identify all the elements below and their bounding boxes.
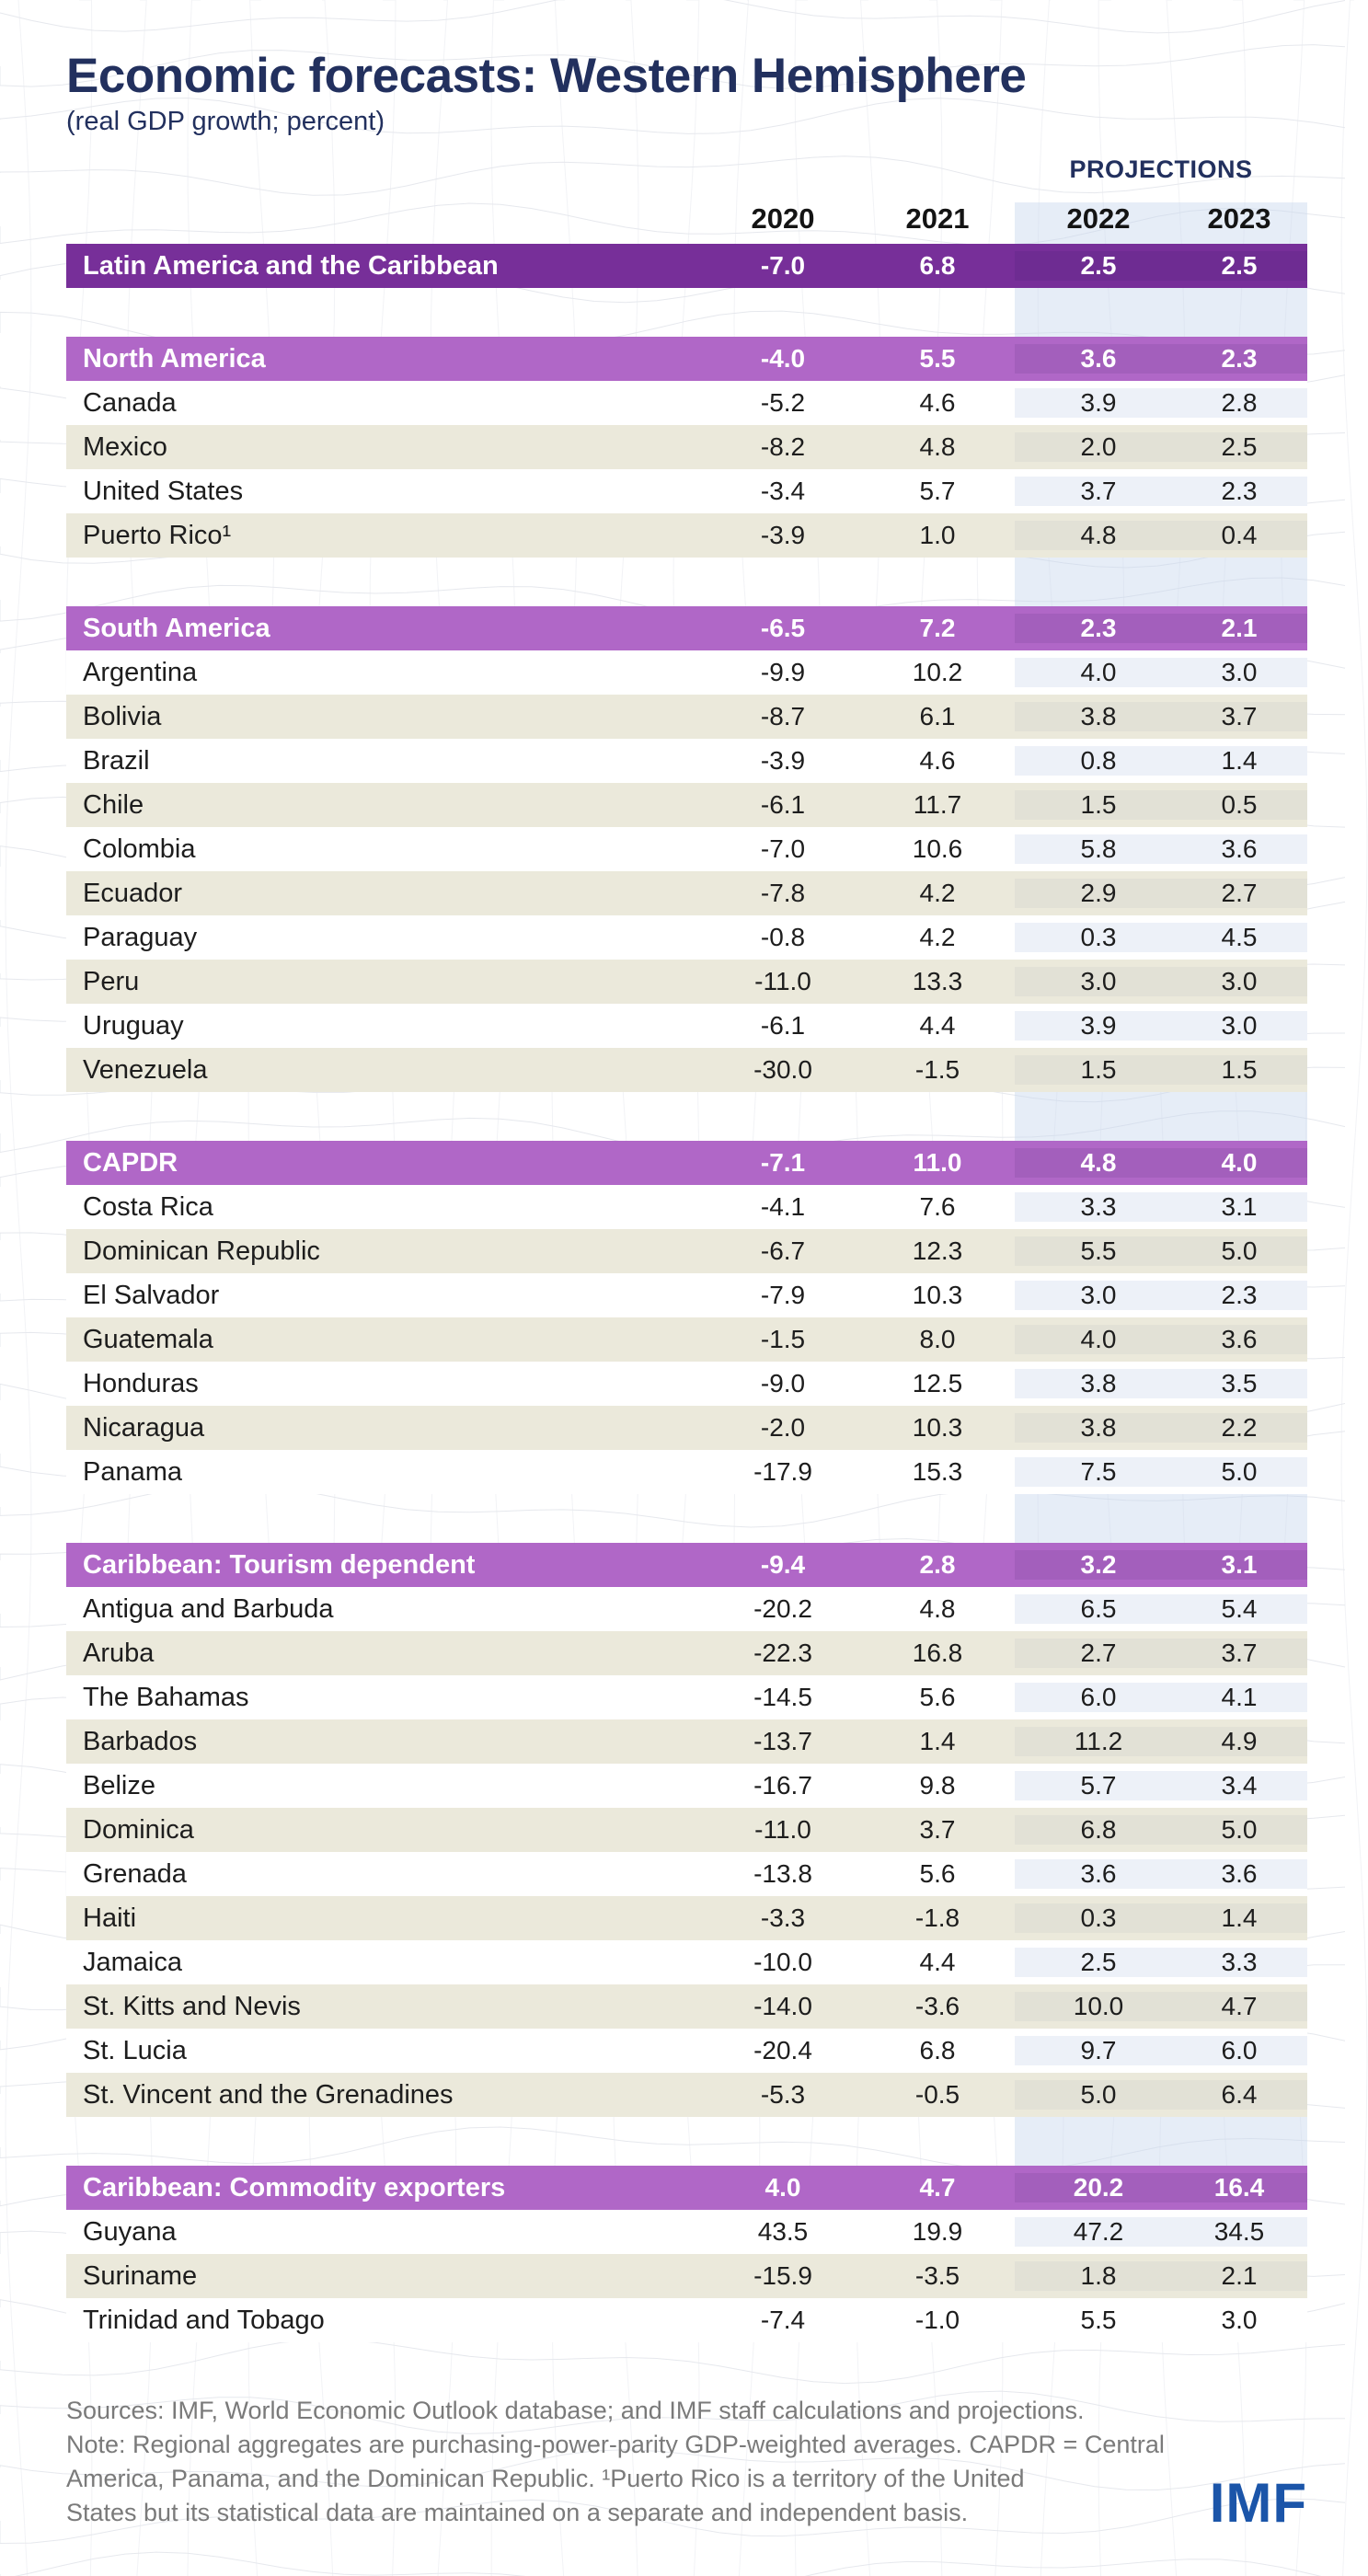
value-cell: 16.4 [1162, 2173, 1307, 2202]
value-cell: 19.9 [912, 2217, 963, 2246]
value-cell: 12.5 [912, 1369, 963, 1397]
imf-logo: IMF [1209, 2472, 1307, 2534]
value-cell: 12.3 [912, 1236, 963, 1265]
value-cell: 4.0 [1015, 658, 1162, 687]
projections-label: PROJECTIONS [1069, 155, 1253, 183]
column-header-2020: 2020 [751, 202, 815, 235]
value-cell: -3.5 [914, 2261, 960, 2290]
value-cell: -6.7 [760, 1236, 806, 1265]
value-cell: -3.9 [760, 521, 806, 549]
value-cell: 4.2 [919, 923, 956, 951]
value-cell: 3.0 [1162, 658, 1307, 687]
value-cell: -5.3 [760, 2080, 806, 2109]
value-cell: 3.7 [1162, 702, 1307, 731]
country-row [66, 469, 1307, 513]
value-cell: 2.5 [1015, 251, 1162, 281]
value-cell: 9.7 [1015, 2036, 1162, 2065]
value-cell: -7.0 [760, 251, 806, 280]
section-gap [66, 2117, 1307, 2166]
value-cell: 5.5 [1080, 2306, 1117, 2334]
country-row [66, 425, 1307, 469]
row-label: St. Lucia [83, 2035, 187, 2065]
value-cell: 8.0 [919, 1325, 956, 1353]
projection-band-segment [1015, 2117, 1307, 2166]
country-row [66, 1940, 1307, 1984]
row-label: St. Vincent and the Grenadines [83, 2079, 454, 2110]
row-label: Venezuela [83, 1054, 208, 1085]
value-cell: 1.4 [919, 1727, 956, 1755]
value-cell: 10.2 [912, 658, 963, 686]
value-cell: 3.8 [1015, 1369, 1162, 1398]
value-cell: -11.0 [754, 967, 811, 995]
row-label: Honduras [83, 1368, 199, 1398]
value-cell: -3.9 [760, 746, 806, 775]
country-row [66, 1587, 1307, 1631]
value-cell: 2.5 [1015, 1948, 1162, 1977]
value-cell: 10.6 [912, 834, 963, 863]
projections-row [66, 152, 1307, 183]
value-cell: -3.3 [760, 1903, 806, 1932]
footer-note-line: Note: Regional aggregates are purchasing-power-parity GDP-weighted averages. CAPDR = Central [66, 2431, 1165, 2458]
country-row [66, 1229, 1307, 1273]
value-cell: 5.7 [919, 477, 956, 505]
country-row [66, 381, 1307, 425]
value-cell: 4.0 [1015, 1325, 1162, 1354]
value-cell: -0.8 [760, 923, 806, 951]
value-cell: 0.5 [1162, 790, 1307, 820]
value-cell: 15.3 [912, 1457, 963, 1486]
value-cell: 3.6 [1015, 1859, 1162, 1889]
region-total-row [66, 244, 1307, 288]
value-cell: -3.4 [760, 477, 806, 505]
section-gap [66, 558, 1307, 606]
country-row [66, 871, 1307, 915]
row-label: Costa Rica [83, 1191, 213, 1222]
footer-notes [66, 2394, 1336, 2530]
value-cell: 2.2 [1162, 1413, 1307, 1443]
table-body [66, 244, 1307, 2342]
row-label: Chile [83, 789, 144, 820]
value-cell: -9.9 [760, 658, 806, 686]
value-cell: -8.2 [760, 432, 806, 461]
value-cell: 6.8 [919, 251, 956, 280]
row-label: South America [83, 613, 270, 643]
value-cell: 4.0 [1162, 1148, 1307, 1178]
value-cell: -4.0 [760, 344, 806, 373]
footer-sources-line: Sources: IMF, World Economic Outlook database; and IMF staff calculations and projections. [66, 2397, 1085, 2424]
page-subtitle: (real GDP growth; percent) [66, 107, 385, 136]
value-cell: 5.0 [1162, 1457, 1307, 1487]
value-cell: 2.3 [1162, 344, 1307, 374]
value-cell: 47.2 [1015, 2217, 1162, 2247]
value-cell: -5.2 [760, 388, 806, 417]
value-cell: 0.4 [1162, 521, 1307, 550]
value-cell: 3.1 [1162, 1192, 1307, 1222]
value-cell: 2.5 [1162, 432, 1307, 462]
value-cell: 5.5 [919, 344, 956, 373]
value-cell: 1.5 [1162, 1055, 1307, 1085]
value-cell: 6.5 [1015, 1594, 1162, 1624]
value-cell: -7.4 [760, 2306, 806, 2334]
value-cell: 4.4 [919, 1948, 956, 1976]
value-cell: 3.0 [1015, 967, 1162, 996]
section-header-row [66, 1543, 1307, 1587]
value-cell: -30.0 [753, 1055, 812, 1084]
value-cell: -6.1 [760, 790, 806, 819]
row-label: North America [83, 343, 266, 374]
row-label: Nicaragua [83, 1412, 205, 1443]
row-label: Peru [83, 966, 140, 996]
value-cell: 11.0 [913, 1148, 962, 1177]
country-row [66, 1004, 1307, 1048]
row-label: United States [83, 476, 244, 506]
value-cell: 4.8 [1015, 521, 1162, 550]
projection-band-segment [1015, 1092, 1307, 1141]
value-cell: 6.8 [1015, 1815, 1162, 1845]
value-cell: 2.8 [1162, 388, 1307, 418]
value-cell: 16.8 [912, 1639, 963, 1667]
value-cell: -1.8 [914, 1903, 960, 1932]
country-row [66, 2298, 1307, 2342]
value-cell: 3.4 [1162, 1771, 1307, 1800]
value-cell: 4.7 [1162, 1992, 1307, 2021]
value-cell: -1.5 [760, 1325, 806, 1353]
value-cell: 1.5 [1015, 1055, 1162, 1085]
value-cell: 4.8 [919, 432, 956, 461]
value-cell: 4.4 [919, 1011, 956, 1040]
value-cell: 20.2 [1015, 2173, 1162, 2202]
value-cell: 3.7 [1162, 1639, 1307, 1668]
value-cell: 3.9 [1015, 1011, 1162, 1041]
country-row [66, 1048, 1307, 1092]
value-cell: -7.8 [760, 879, 806, 907]
value-cell: 34.5 [1162, 2217, 1307, 2247]
row-label: Dominican Republic [83, 1236, 320, 1266]
row-label: Antigua and Barbuda [83, 1593, 334, 1624]
row-label: St. Kitts and Nevis [83, 1991, 301, 2021]
value-cell: 2.8 [919, 1550, 956, 1579]
row-label: Ecuador [83, 878, 183, 908]
value-cell: -15.9 [753, 2261, 812, 2290]
value-cell: -14.5 [753, 1683, 812, 1711]
country-row [66, 739, 1307, 783]
value-cell: 6.1 [919, 702, 956, 730]
value-cell: -7.0 [760, 834, 806, 863]
forecast-table [66, 152, 1307, 2342]
value-cell: -8.7 [760, 702, 806, 730]
value-cell: 3.6 [1162, 1325, 1307, 1354]
value-cell: 6.0 [1015, 1683, 1162, 1712]
value-cell: 3.0 [1015, 1281, 1162, 1310]
value-cell: 5.7 [1015, 1771, 1162, 1800]
country-row [66, 1273, 1307, 1317]
value-cell: -16.7 [753, 1771, 812, 1800]
value-cell: 43.5 [757, 2217, 809, 2246]
value-cell: 3.8 [1015, 1413, 1162, 1443]
value-cell: 11.2 [1015, 1727, 1162, 1756]
country-row [66, 1675, 1307, 1719]
value-cell: 3.7 [919, 1815, 956, 1844]
value-cell: 3.6 [1162, 834, 1307, 864]
value-cell: 0.8 [1015, 746, 1162, 776]
value-cell: -9.4 [760, 1550, 806, 1579]
projection-band-segment [1015, 558, 1307, 606]
row-label: Argentina [83, 657, 198, 687]
value-cell: 5.0 [1015, 2080, 1162, 2110]
section-header-row [66, 337, 1307, 381]
row-label: Suriname [83, 2260, 198, 2291]
value-cell: 7.5 [1015, 1457, 1162, 1487]
value-cell: -11.0 [754, 1815, 811, 1844]
value-cell: 3.1 [1162, 1550, 1307, 1580]
row-label: Haiti [83, 1903, 137, 1933]
value-cell: 3.8 [1015, 702, 1162, 731]
value-cell: 7.6 [919, 1192, 956, 1221]
row-label: Puerto Rico¹ [83, 520, 232, 550]
value-cell: 2.1 [1162, 2261, 1307, 2291]
value-cell: 5.0 [1162, 1815, 1307, 1845]
row-label: Aruba [83, 1638, 155, 1668]
country-row [66, 2210, 1307, 2254]
row-label: Brazil [83, 745, 150, 776]
row-label: CAPDR [83, 1147, 178, 1178]
value-cell: -1.5 [914, 1055, 960, 1084]
country-row [66, 1317, 1307, 1362]
country-row [66, 960, 1307, 1004]
value-cell: -14.0 [753, 1992, 812, 2020]
value-cell: 9.8 [919, 1771, 956, 1800]
value-cell: 4.7 [919, 2173, 956, 2202]
row-label: Canada [83, 387, 177, 418]
value-cell: -13.8 [753, 1859, 812, 1888]
value-cell: 3.0 [1162, 967, 1307, 996]
value-cell: -20.4 [753, 2036, 812, 2064]
value-cell: 13.3 [912, 967, 963, 995]
value-cell: 2.9 [1015, 879, 1162, 908]
value-cell: 2.5 [1162, 251, 1307, 281]
country-row [66, 695, 1307, 739]
page-title: Economic forecasts: Western Hemisphere [66, 49, 1027, 103]
value-cell: 4.8 [919, 1594, 956, 1623]
country-row [66, 650, 1307, 695]
country-row [66, 1984, 1307, 2029]
country-row [66, 915, 1307, 960]
value-cell: 4.5 [1162, 923, 1307, 952]
value-cell: 3.6 [1162, 1859, 1307, 1889]
value-cell: 2.0 [1015, 432, 1162, 462]
country-row [66, 1406, 1307, 1450]
country-row [66, 1808, 1307, 1852]
country-row [66, 1896, 1307, 1940]
row-label: Guyana [83, 2216, 177, 2247]
row-label: Bolivia [83, 701, 162, 731]
value-cell: 5.6 [919, 1859, 956, 1888]
column-header-2021: 2021 [905, 202, 970, 235]
value-cell: 5.5 [1015, 1236, 1162, 1266]
value-cell: -10.0 [753, 1948, 812, 1976]
value-cell: 4.2 [919, 879, 956, 907]
country-row [66, 1764, 1307, 1808]
section-gap [66, 288, 1307, 337]
value-cell: 6.0 [1162, 2036, 1307, 2065]
value-cell: -7.9 [760, 1281, 806, 1309]
row-label: Panama [83, 1456, 183, 1487]
value-cell: 6.4 [1162, 2080, 1307, 2110]
value-cell: 1.8 [1015, 2261, 1162, 2291]
projection-band-segment [1015, 1494, 1307, 1543]
value-cell: 1.4 [1162, 746, 1307, 776]
value-cell: -17.9 [753, 1457, 812, 1486]
value-cell: 3.0 [1221, 2306, 1258, 2334]
row-label: Latin America and the Caribbean [83, 250, 499, 281]
footer-note-line: America, Panama, and the Dominican Republic. ¹Puerto Rico is a territory of the United [66, 2465, 1025, 2492]
value-cell: 5.6 [919, 1683, 956, 1711]
value-cell: 3.3 [1162, 1948, 1307, 1977]
row-label: Dominica [83, 1814, 194, 1845]
row-label: Caribbean: Tourism dependent [83, 1549, 476, 1580]
value-cell: 4.1 [1162, 1683, 1307, 1712]
value-cell: 3.9 [1015, 388, 1162, 418]
projection-band-segment [1015, 288, 1307, 337]
value-cell: -3.6 [914, 1992, 960, 2020]
section-header-row [66, 606, 1307, 650]
value-cell: -20.2 [753, 1594, 812, 1623]
country-row [66, 1185, 1307, 1229]
value-cell: -0.5 [914, 2080, 960, 2109]
row-label: Mexico [83, 431, 167, 462]
value-cell: 10.0 [1015, 1992, 1162, 2021]
country-row [66, 827, 1307, 871]
value-cell: 2.7 [1162, 879, 1307, 908]
column-header-row [66, 183, 1307, 244]
row-label: Colombia [83, 834, 196, 864]
country-row [66, 783, 1307, 827]
country-row [66, 1450, 1307, 1494]
footer-note-line: States but its statistical data are maintained on a separate and independent basis. [66, 2499, 969, 2526]
value-cell: 3.2 [1015, 1550, 1162, 1580]
value-cell: 10.3 [912, 1281, 963, 1309]
row-label: Caribbean: Commodity exporters [83, 2172, 506, 2202]
country-row [66, 513, 1307, 558]
country-row [66, 1719, 1307, 1764]
row-label: Paraguay [83, 922, 198, 952]
value-cell: 4.9 [1162, 1727, 1307, 1756]
value-cell: -4.1 [760, 1192, 806, 1221]
value-cell: 1.5 [1015, 790, 1162, 820]
section-gap [66, 1494, 1307, 1543]
value-cell: 1.0 [919, 521, 956, 549]
value-cell: 0.3 [1015, 923, 1162, 952]
value-cell: -22.3 [753, 1639, 812, 1667]
country-row [66, 1362, 1307, 1406]
value-cell: -13.7 [753, 1727, 812, 1755]
value-cell: 1.4 [1162, 1903, 1307, 1933]
column-header-2022: 2022 [1015, 202, 1162, 244]
value-cell: 4.8 [1015, 1148, 1162, 1178]
country-row [66, 2073, 1307, 2117]
country-row [66, 2029, 1307, 2073]
value-cell: 6.8 [919, 2036, 956, 2064]
section-header-row [66, 2166, 1307, 2210]
row-label: El Salvador [83, 1280, 220, 1310]
value-cell: 3.3 [1015, 1192, 1162, 1222]
row-label: Guatemala [83, 1324, 213, 1354]
row-label: The Bahamas [83, 1682, 249, 1712]
row-label: Jamaica [83, 1947, 182, 1977]
value-cell: 2.3 [1162, 1281, 1307, 1310]
country-row [66, 1631, 1307, 1675]
value-cell: 2.7 [1015, 1639, 1162, 1668]
value-cell: 2.3 [1015, 614, 1162, 643]
value-cell: 7.2 [919, 614, 956, 642]
section-header-row [66, 1141, 1307, 1185]
row-label: Barbados [83, 1726, 198, 1756]
column-header-2023: 2023 [1162, 202, 1307, 244]
value-cell: 4.0 [764, 2173, 801, 2202]
value-cell: 11.7 [913, 790, 962, 819]
value-cell: 4.6 [919, 746, 956, 775]
value-cell: 5.0 [1162, 1236, 1307, 1266]
value-cell: 3.6 [1015, 344, 1162, 374]
value-cell: 10.3 [912, 1413, 963, 1442]
row-label: Grenada [83, 1858, 187, 1889]
value-cell: 3.7 [1015, 477, 1162, 506]
country-row [66, 2254, 1307, 2298]
value-cell: 5.8 [1015, 834, 1162, 864]
value-cell: -1.0 [914, 2306, 960, 2334]
section-gap [66, 1092, 1307, 1141]
value-cell: -6.1 [760, 1011, 806, 1040]
row-label: Uruguay [83, 1010, 184, 1041]
value-cell: 2.3 [1162, 477, 1307, 506]
country-row [66, 1852, 1307, 1896]
value-cell: 5.4 [1162, 1594, 1307, 1624]
value-cell: 0.3 [1015, 1903, 1162, 1933]
value-cell: -2.0 [760, 1413, 806, 1442]
value-cell: -9.0 [760, 1369, 806, 1397]
value-cell: 3.5 [1162, 1369, 1307, 1398]
value-cell: 3.0 [1162, 1011, 1307, 1041]
value-cell: -6.5 [760, 614, 806, 642]
row-label: Belize [83, 1770, 155, 1800]
value-cell: 4.6 [919, 388, 956, 417]
value-cell: -7.1 [760, 1148, 806, 1177]
value-cell: 2.1 [1162, 614, 1307, 643]
row-label: Trinidad and Tobago [83, 2305, 325, 2335]
